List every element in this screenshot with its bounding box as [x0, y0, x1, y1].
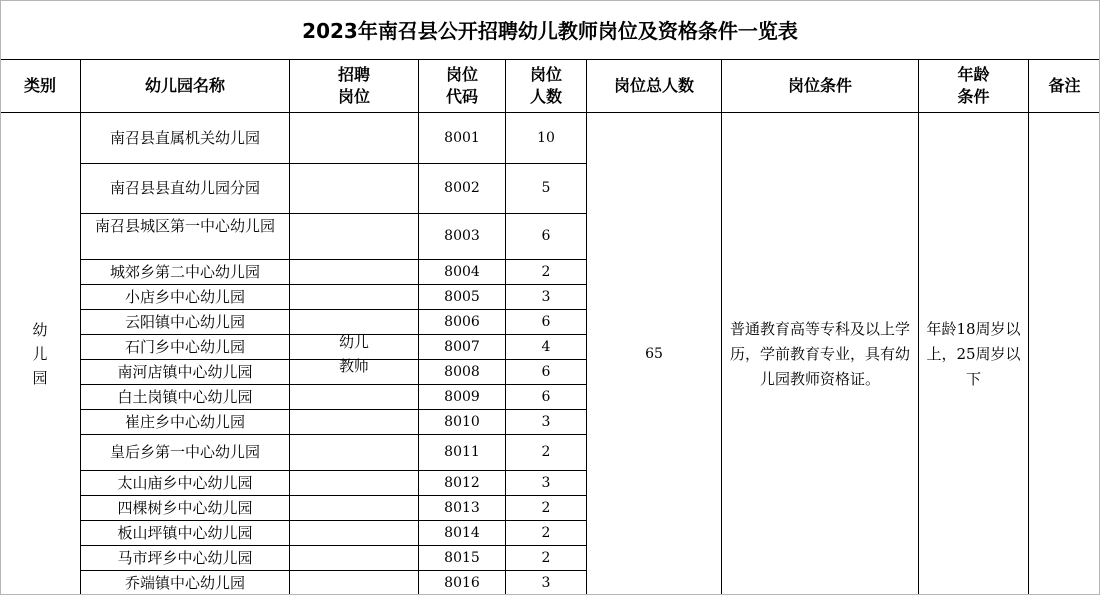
position-count-cell: 2 [541, 263, 551, 280]
position-count-cell: 6 [541, 228, 551, 244]
kindergarten-name-cell: 四棵树乡中心幼儿园 [117, 498, 253, 517]
position-count-cell: 3 [541, 413, 551, 430]
position-code-cell: 8004 [444, 263, 480, 280]
kindergarten-name-cell: 南召县直属机关幼儿园 [109, 129, 260, 147]
position-code-cell: 8016 [444, 574, 480, 591]
header-kindergarten-name: 幼儿园名称 [144, 76, 225, 95]
position-code-cell: 8009 [444, 388, 480, 405]
table-title: 2023年南召县公开招聘幼儿教师岗位及资格条件一览表 [302, 19, 798, 43]
position-count-cell: 10 [537, 130, 555, 146]
position-code-cell: 8002 [444, 180, 480, 196]
position-count-cell: 2 [541, 499, 551, 516]
position-count-cell: 3 [541, 474, 551, 491]
header-total-count: 岗位总人数 [613, 76, 694, 95]
position-count-cell: 6 [541, 363, 551, 380]
position-count-cell: 6 [541, 313, 551, 330]
kindergarten-name-cell: 南召县县直幼儿园分园 [109, 179, 260, 197]
age-cell: 年龄18周岁以上，25周岁以下 [926, 319, 1021, 388]
kindergarten-name-cell: 板山坪镇中心幼儿园 [117, 523, 253, 542]
kindergarten-name-cell: 南河店镇中心幼儿园 [117, 362, 253, 381]
kindergarten-name-cell: 马市坪乡中心幼儿园 [117, 548, 253, 567]
position-code-cell: 8015 [444, 549, 480, 566]
position-code-cell: 8011 [444, 444, 480, 460]
position-count-cell: 3 [541, 288, 551, 305]
position-count-cell: 2 [541, 549, 551, 566]
position-count-cell: 3 [541, 574, 551, 591]
kindergarten-name-cell: 石门乡中心幼儿园 [124, 337, 245, 356]
kindergarten-name-cell: 太山庙乡中心幼儿园 [117, 473, 253, 492]
position-code-cell: 8006 [444, 313, 480, 330]
position-code-cell: 8008 [444, 363, 480, 380]
header-remarks: 备注 [1048, 76, 1081, 95]
header-requirements: 岗位条件 [787, 76, 852, 95]
kindergarten-name-cell: 乔端镇中心幼儿园 [124, 573, 245, 592]
kindergarten-name-cell: 南召县城区第一中心幼儿园 [94, 217, 275, 235]
position-count-cell: 4 [541, 338, 551, 355]
kindergarten-name-cell: 崔庄乡中心幼儿园 [124, 412, 245, 431]
position-code-cell: 8013 [444, 499, 480, 516]
position-code-cell: 8001 [444, 130, 480, 146]
kindergarten-name-cell: 小店乡中心幼儿园 [124, 287, 245, 306]
position-code-cell: 8003 [444, 228, 480, 244]
kindergarten-name-cell: 皇后乡第一中心幼儿园 [109, 443, 260, 461]
position-count-cell: 5 [541, 180, 551, 196]
kindergarten-name-cell: 城郊乡第二中心幼儿园 [109, 262, 260, 281]
kindergarten-name-cell: 云阳镇中心幼儿园 [124, 312, 245, 331]
header-position-code: 岗位 代码 [445, 65, 478, 106]
position-code-cell: 8012 [444, 474, 480, 491]
position-count-cell: 2 [541, 524, 551, 541]
remarks-cell [1029, 113, 1100, 595]
header-position: 招聘 岗位 [337, 65, 370, 106]
position-code-cell: 8014 [444, 524, 480, 541]
position-count-cell: 6 [541, 388, 551, 405]
requirements-cell: 普通教育高等专科及以上学历，学前教育专业，具有幼儿园教师资格证。 [729, 319, 910, 388]
kindergarten-name-cell: 白土岗镇中心幼儿园 [117, 387, 253, 406]
header-position-count: 岗位 人数 [529, 65, 562, 106]
position-code-cell: 8010 [444, 413, 480, 430]
position-code-cell: 8007 [444, 338, 480, 355]
position-code-cell: 8005 [444, 288, 480, 305]
header-age: 年龄 条件 [957, 65, 990, 106]
position-count-cell: 2 [541, 444, 551, 460]
category-cell: 幼 儿 园 [32, 321, 48, 387]
header-category: 类别 [23, 76, 56, 95]
position-cell: 幼儿 教师 [338, 333, 369, 375]
total-count-cell: 65 [645, 346, 663, 362]
